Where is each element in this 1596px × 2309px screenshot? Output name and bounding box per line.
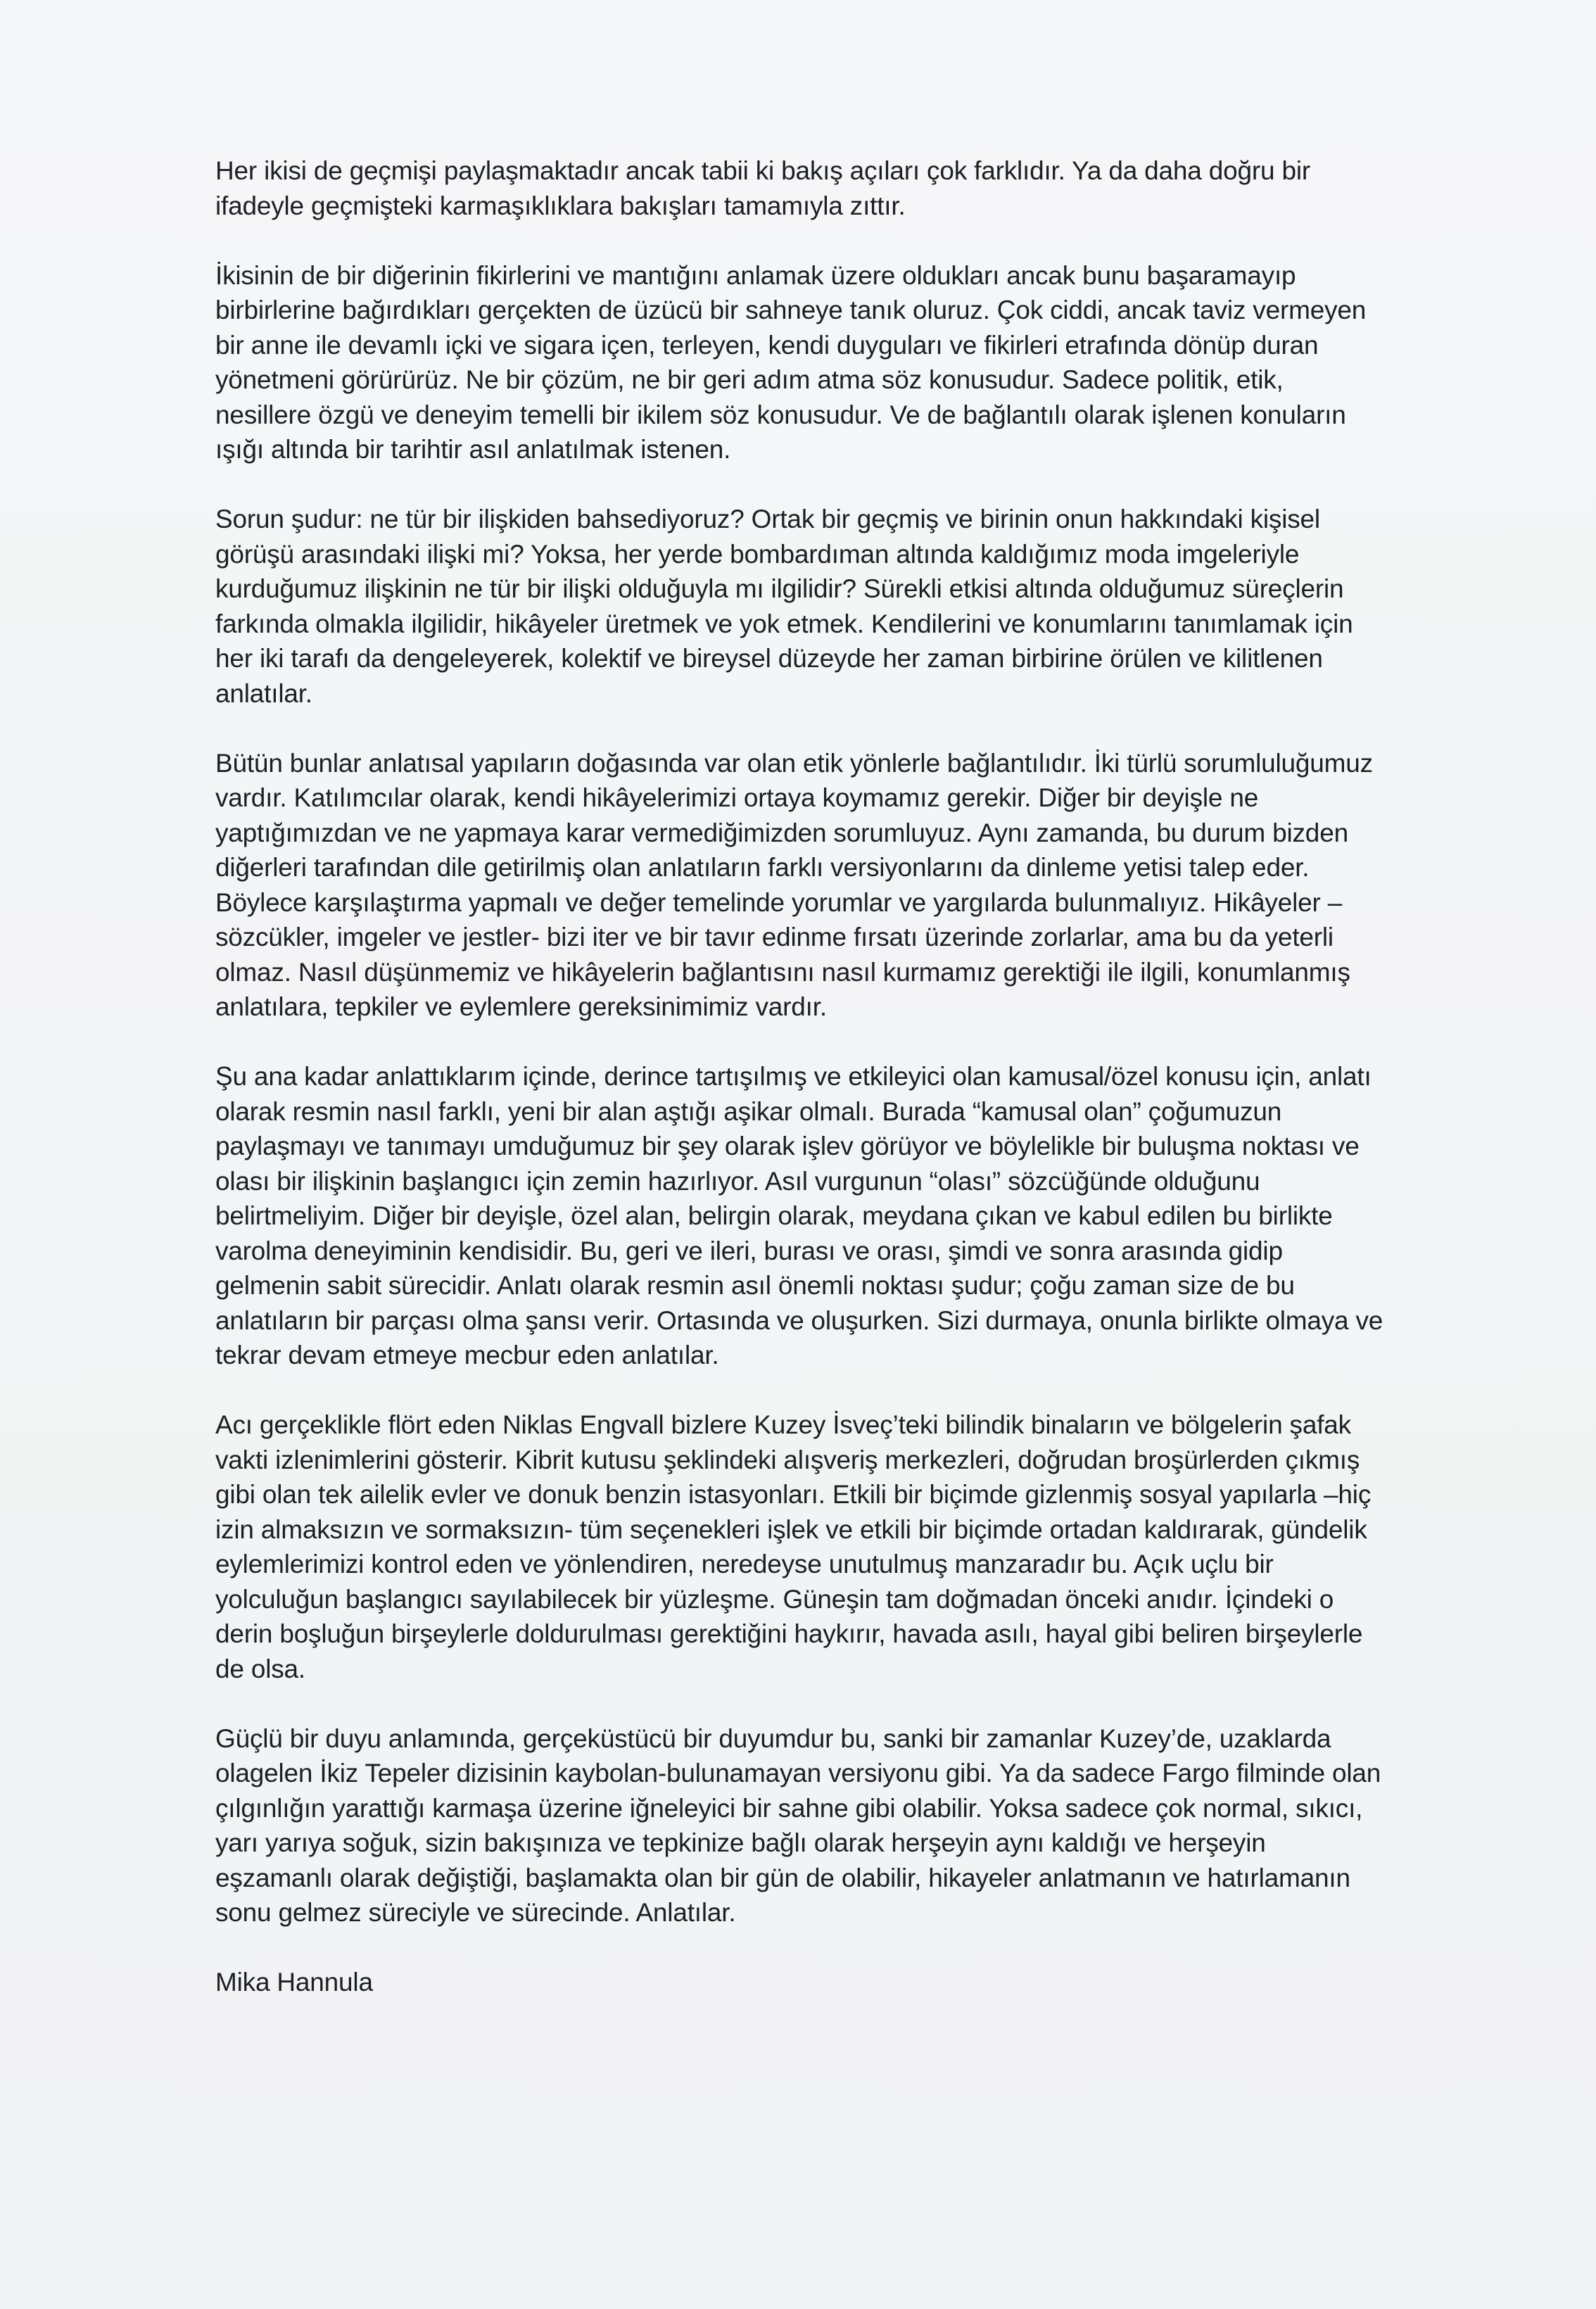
body-text: [215, 153, 1383, 2000]
author-signature: Mika Hannula: [215, 1968, 373, 1997]
paragraph-4: Bütün bunlar anlatısal yapıların doğasında var olan etik yönlerle bağlantılıdır. İki türlü sorumluluğumuz vardır. Katılımcılar olarak, kendi hikâyelerimizi ortaya koymamız gerekir. Diğer bir deyişle ne yaptığımızdan ve ne yapmaya karar vermediğimizden sorumluyuz. Aynı zamanda, bu durum bizden diğerleri tarafından dile getirilmiş olan anlatıların farklı versiyonlarını da dinleme yetisi talep eder. Böylece karşılaştırma yapmalı ve değer temelinde yorumlar ve yargılarda bulunmalıyız. Hikâyeler –sözcükler, imgeler ve jestler- bizi iter ve bir tavır edinme fırsatı üzerinde zorlarlar, ama bu da yeterli olmaz. Nasıl düşünmemiz ve hikâyelerin bağlantısını nasıl kurmamız gerektiği ile ilgili, konumlanmış anlatılara, tepkiler ve eylemlere gereksinimimiz vardır.: [215, 748, 1373, 1021]
paragraph-5: Şu ana kadar anlattıklarım içinde, derince tartışılmış ve etkileyici olan kamusal/özel konusu için, anlatı olarak resmin nasıl farklı, yeni bir alan aştığı aşikar olmalı. Burada “kamusal olan” çoğumuzun paylaşmayı ve tanımayı umduğumuz bir şey olarak işlev görüyor ve böylelikle bir buluşma noktası ve olası bir ilişkinin başlangıcı için zemin hazırlıyor. Asıl vurgunun “olası” sözcüğünde olduğunu belirtmeliyim. Diğer bir deyişle, özel alan, belirgin olarak, meydana çıkan ve kabul edilen bu birlikte varolma deneyiminin kendisidir. Bu, geri ve ileri, burası ve orası, şimdi ve sonra arasında gidip gelmenin sabit sürecidir. Anlatı olarak resmin asıl önemli noktası şudur; çoğu zaman size de bu anlatıların bir parçası olma şansı verir. Ortasında ve oluşurken. Sizi durmaya, onunla birlikte olmaya ve tekrar devam etmeye mecbur eden anlatılar.: [215, 1062, 1383, 1369]
paragraph-3: Sorun şudur: ne tür bir ilişkiden bahsediyoruz? Ortak bir geçmiş ve birinin onun hakkındaki kişisel görüşü arasındaki ilişki mi? Yoksa, her yerde bombardıman altında kaldığımız moda imgeleriyle kurduğumuz ilişkinin ne tür bir ilişki olduğuyla mı ilgilidir? Sürekli etkisi altında olduğumuz süreçlerin farkında olmakla ilgilidir, hikâyeler üretmek ve yok etmek. Kendilerini ve konumlarını tanımlamak için her iki tarafı da dengeleyerek, kolektif ve bireysel düzeyde her zaman birbirine örülen ve kilitlenen anlatılar.: [215, 505, 1353, 708]
paragraph-1: Her ikisi de geçmişi paylaşmaktadır ancak tabii ki bakış açıları çok farklıdır. Ya da daha doğru bir ifadeyle geçmişteki karmaşıklıklara bakışları tamamıyla zıttır.: [215, 156, 1310, 220]
paragraph-2: İkisinin de bir diğerinin fikirlerini ve mantığını anlamak üzere oldukları ancak bunu başaramayıp birbirlerine bağırdıkları gerçekten de üzücü bir sahneye tanık oluruz. Çok ciddi, ancak taviz vermeyen bir anne ile devamlı içki ve sigara içen, terleyen, kendi duyguları ve fikirleri etrafında dönüp duran yönetmeni görürürüz. Ne bir çözüm, ne bir geri adım atma söz konusudur. Sadece politik, etik, nesillere özgü ve deneyim temelli bir ikilem söz konusudur. Ve de bağlantılı olarak işlenen konuların ışığı altında bir tarihtir asıl anlatılmak istenen.: [215, 260, 1367, 464]
paragraph-7: Güçlü bir duyu anlamında, gerçeküstücü bir duyumdur bu, sanki bir zamanlar Kuzey’de, uzaklarda olagelen İkiz Tepeler dizisinin kaybolan-bulunamayan versiyonu gibi. Ya da sadece Fargo filminde olan çılgınlığın yarattığı karmaşa üzerine iğneleyici bir sahne gibi olabilir. Yoksa sadece çok normal, sıkıcı, yarı yarıya soğuk, sizin bakışınıza ve tepkinize bağlı olarak herşeyin aynı kaldığı ve herşeyin eşzamanlı olarak değiştiği, başlamakta olan bir gün de olabilir, hikayeler anlatmanın ve hatırlamanın sonu gelmez süreciyle ve sürecinde. Anlatılar.: [215, 1723, 1381, 1927]
paragraph-6: Acı gerçeklikle flört eden Niklas Engvall bizlere Kuzey İsveç’teki bilindik binaların ve bölgelerin şafak vakti izlenimlerini gösterir. Kibrit kutusu şeklindeki alışveriş merkezleri, doğrudan broşürlerden çıkmış gibi olan tek ailelik evler ve donuk benzin istasyonları. Etkili bir biçimde gizlenmiş sosyal yapılarla –hiç izin almaksızın ve sormaksızın- tüm seçenekleri işlek ve etkili bir biçimde ortadan kaldırarak, gündelik eylemlerimizi kontrol eden ve yönlendiren, neredeyse unutulmuş manzaradır bu. Açık uçlu bir yolculuğun başlangıcı sayılabilecek bir yüzleşme. Güneşin tam doğmadan önceki anıdır. İçindeki o derin boşluğun birşeylerle doldurulması gerektiğini haykırır, havada asılı, hayal gibi beliren birşeylerle de olsa.: [215, 1410, 1372, 1683]
